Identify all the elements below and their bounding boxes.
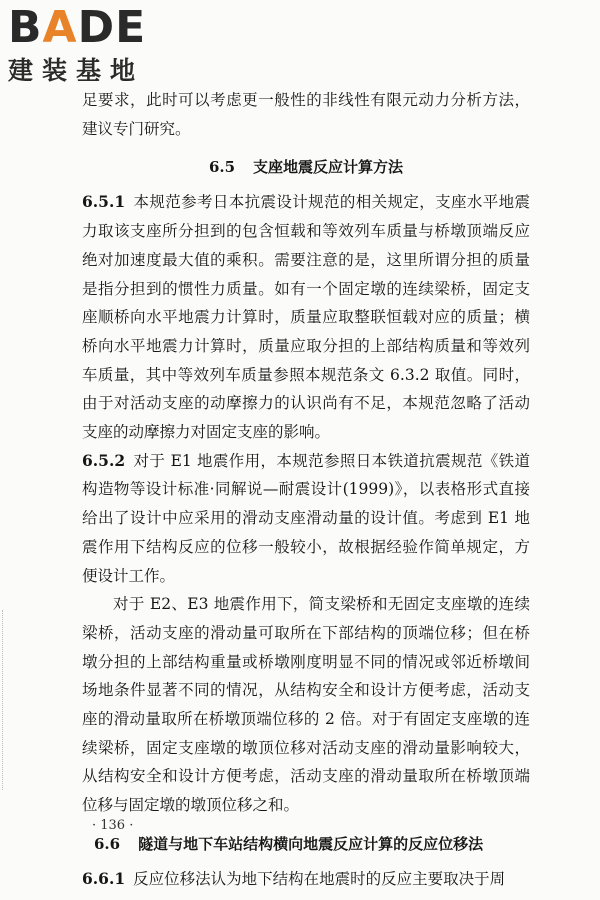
section-number: 6.5 (208, 158, 236, 177)
section-title: 支座地震反应计算方法 (253, 158, 404, 177)
section-number: 6.6 (94, 834, 121, 853)
clause-text: 反应位移法认为地下结构在地震时的反应主要取决于周 (133, 869, 506, 888)
logo-wordmark (8, 4, 178, 52)
clause-number: 6.5.2 (82, 450, 126, 470)
section-heading-6-5 (82, 156, 530, 177)
clause-text: 本规范参考日本抗震设计规范的相关规定，支座水平地震力取该支座所分担到的包含恒载和等效列车质量与桥墩顶端反应绝对加速度最大值的乘积。需要注意的是，这里所谓分担的质量是指分担到的惯性力质量。如有一个固定墩的连续梁桥，固定支座顺桥向水平地震力计算时，质量应取整联恒载对应的质量；横桥向水平地震力计算时，质量应取分担的上部结构质量和等效列车质量，其中等效列车质量参照本规范条文 6.3.2 取值。同时，由于对活动支座的动摩擦力的认识尚有不足，本规范忽略了活动支座的动摩擦力对固定支座的影响。 (82, 193, 530, 442)
binding-edge (2, 610, 5, 790)
section-heading-6-6 (82, 833, 530, 854)
document-page (82, 86, 530, 894)
clause-6-5-2 (82, 447, 530, 591)
logo (8, 4, 178, 94)
clause-text: 对于 E1 地震作用，本规范参照日本铁道抗震规范《铁道构造物等设计标准·同解说—耐震设计(1999)》，以表格形式直接给出了设计中应采用的滑动支座滑动量的设计值。考虑到 E1 地震作用下结构反应的位移一般较小，故根据经验作简单规定，方便设计工作。 (82, 451, 530, 585)
logo-wordmark-text: BADE (8, 2, 147, 53)
logo-subtitle: 建装基地 (8, 56, 145, 85)
page-number: · 136 · (92, 818, 134, 833)
paragraph-e2-e3: 对于 E2、E3 地震作用下，简支梁桥和无固定支座墩的连续梁桥，活动支座的滑动量可取所在下部结构的顶端位移；但在桥墩分担的上部结构重量或桥墩刚度明显不同的情况或邻近桥墩间场地条件显著不同的情况，从结构安全和设计方便考虑，活动支座的滑动量取所在桥墩顶端位移的 2 倍。对于有固定支座墩的连续梁桥，固定支座墩的墩顶位移对活动支座的滑动量影响较大，从结构安全和设计方便考虑，活动支座的滑动量取所在桥墩顶端位移与固定墩的墩顶位移之和。 (82, 595, 530, 815)
clause-6-6-1 (82, 865, 530, 894)
paragraph-continued: 足要求，此时可以考虑更一般性的非线性有限元动力分析方法，建议专门研究。 (82, 91, 530, 138)
section-title: 隧道与地下车站结构横向地震反应计算的反应位移法 (138, 834, 484, 853)
clause-6-5-1 (82, 188, 530, 446)
clause-number: 6.6.1 (82, 868, 126, 888)
clause-number: 6.5.1 (82, 192, 126, 212)
